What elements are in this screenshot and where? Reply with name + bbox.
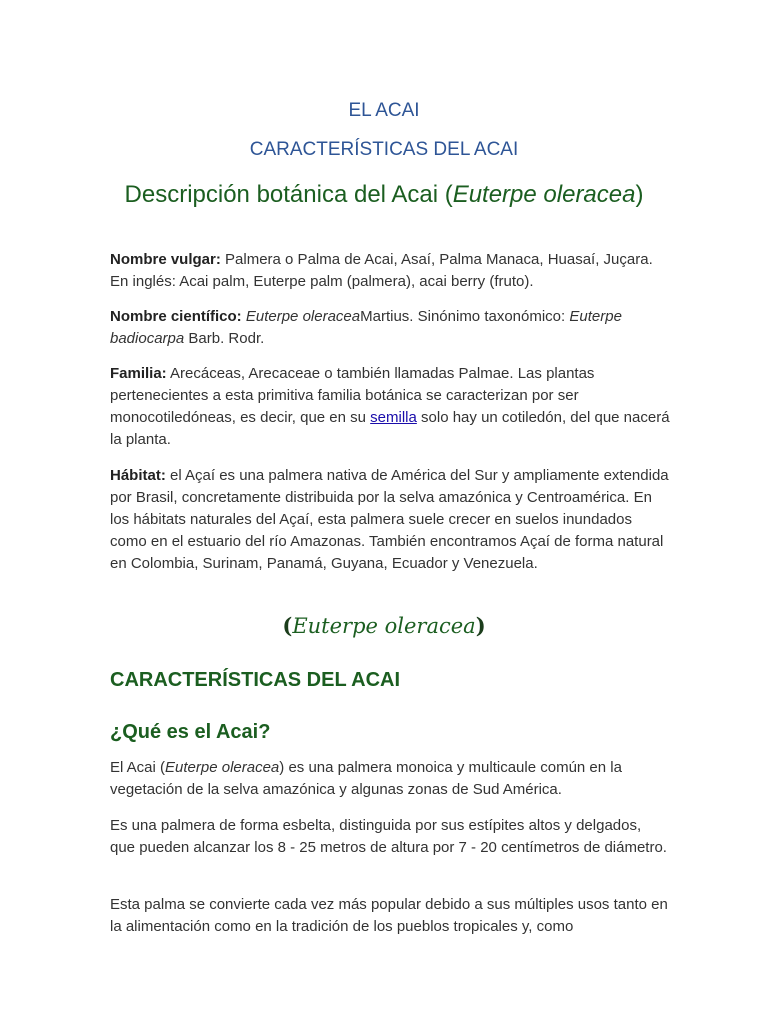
species-caption — [0, 611, 768, 641]
caption-open-paren: ( — [282, 613, 293, 638]
section-heading: CARACTERÍSTICAS DEL ACAI — [110, 669, 401, 691]
que-es-paragraph — [110, 757, 670, 801]
esbelta-paragraph: Es una palmera de forma esbelta, distinguida por sus estípites altos y delgados, que pueden alcanzar los 8 - 25 metros de altura por 7 - 20 centímetros de diámetro. — [110, 817, 667, 856]
nombre-vulgar-paragraph — [110, 249, 670, 293]
que-es-text-1: El Acai ( — [110, 759, 166, 776]
scientific-name: Euterpe oleracea — [245, 308, 361, 325]
familia-label: Familia: — [110, 365, 167, 382]
heading-suffix: ) — [635, 181, 644, 208]
nombre-vulgar-label: Nombre vulgar: — [110, 251, 221, 268]
popular-paragraph: Esta palma se convierte cada vez más popular debido a sus múltiples usos tanto en la alimentación como en la tradición de los pueblos tropicales y, como — [110, 896, 668, 935]
que-es-species: Euterpe oleracea — [165, 759, 280, 776]
heading-prefix: Descripción botánica del Acai ( — [124, 181, 453, 208]
nombre-vulgar-text: Palmera o Palma de Acai, Asaí, Palma Manaca, Huasaí, Juçara. En inglés: Acai palm, Euterpe palm (palmera), acai berry (fruto). — [110, 251, 653, 290]
habitat-paragraph — [110, 465, 670, 575]
botanical-description-heading — [0, 180, 768, 210]
familia-paragraph — [110, 363, 670, 451]
familia-text-1: Arecáceas, Arecaceae o también llamadas Palmae. Las plantas pertenecientes a esta primitiva familia botánica se caracterizan por ser monocotiledóneas, es decir, que en su — [110, 365, 595, 426]
nombre-cientifico-paragraph — [110, 306, 670, 350]
nombre-cientifico-label: Nombre científico: — [110, 308, 242, 325]
habitat-label: Hábitat: — [110, 467, 166, 484]
que-es-heading: ¿Qué es el Acai? — [110, 721, 271, 743]
nombre-cientifico-text-2: Barb. Rodr. — [184, 330, 265, 347]
familia-text-2: solo hay un cotiledón, del que nacerá la planta. — [110, 409, 670, 448]
caption-species: Euterpe oleracea — [292, 614, 476, 638]
synonym-name: Euterpe badiocarpa — [110, 308, 622, 347]
document-subtitle: CARACTERÍSTICAS DEL ACAI — [249, 139, 519, 160]
que-es-text-2: ) es una palmera monoica y multicaule común en la vegetación de la selva amazónica y algunas zonas de Sud América. — [110, 759, 622, 798]
habitat-text: el Açaí es una palmera nativa de América del Sur y ampliamente extendida por Brasil, concretamente distribuida por la selva amazónica y Centroamérica. En los hábitats naturales del Açaí, esta palmera suele crecer en suelos inundados como en el estuario del río Amazonas. También encontramos Açaí de forma natural en Colombia, Surinam, Panamá, Guyana, Ecuador y Venezuela. — [110, 467, 669, 572]
document-title: EL ACAI — [348, 100, 420, 121]
caption-close-paren: ) — [475, 613, 486, 638]
semilla-link[interactable]: semilla — [370, 409, 417, 426]
nombre-cientifico-text-1: Martius. Sinónimo taxonómico: — [360, 308, 570, 325]
heading-species: Euterpe oleracea — [452, 181, 636, 208]
